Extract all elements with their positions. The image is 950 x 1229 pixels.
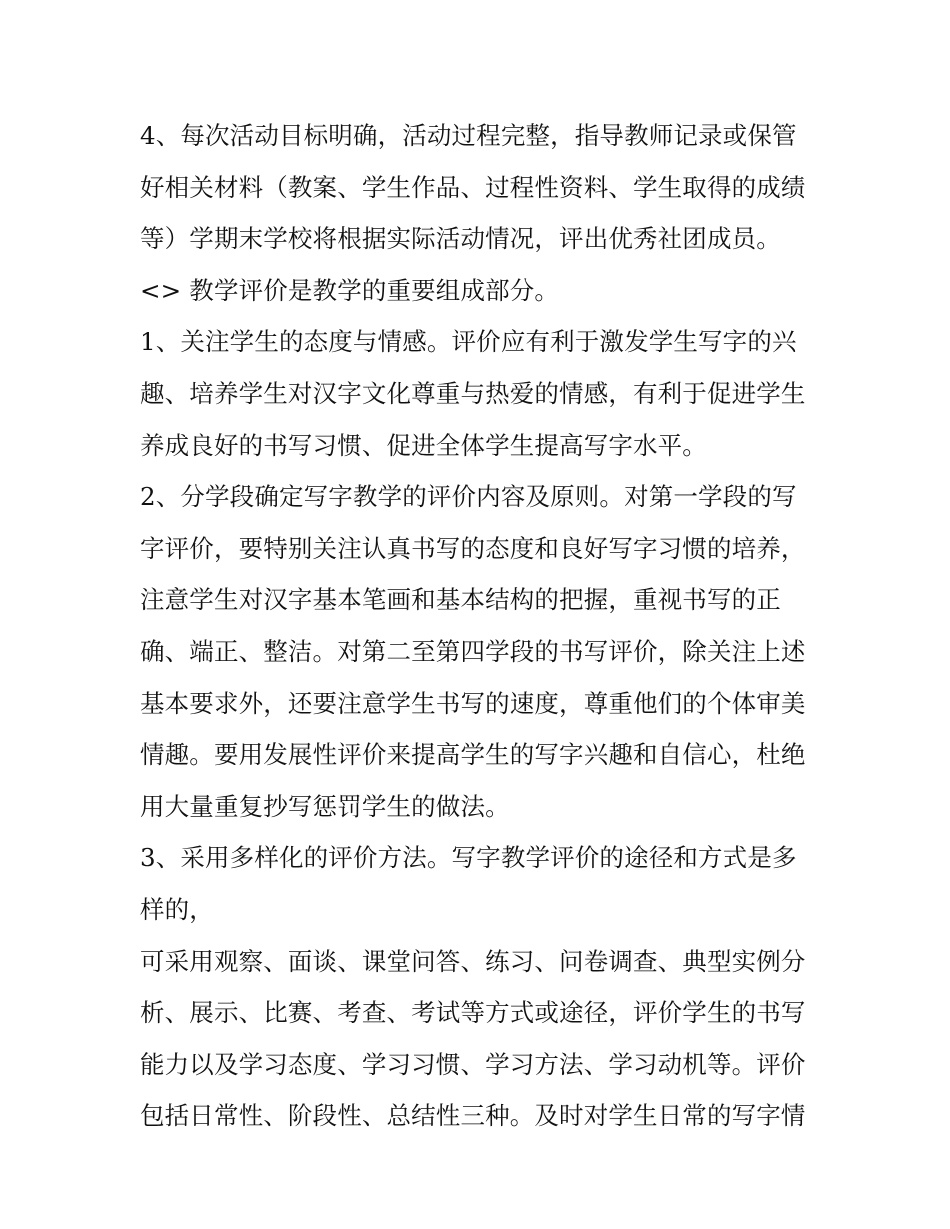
- text-line: 情趣。要用发展性评价来提高学生的写字兴趣和自信心，杜绝: [140, 740, 806, 770]
- text-line: 等）学期末学校将根据实际活动情况，评出优秀社团成员。: [140, 224, 781, 254]
- text-line: 2、分学段确定写字教学的评价内容及原则。对第一学段的写: [140, 482, 797, 512]
- text-line: 注意学生对汉字基本笔画和基本结构的把握，重视书写的正: [140, 585, 781, 615]
- document-text: [140, 110, 820, 1142]
- section-heading: <> 教学评价是教学的重要组成部分。: [140, 275, 560, 305]
- text-line: 用大量重复抄写惩罚学生的做法。: [140, 791, 510, 821]
- text-line: 样的，: [140, 894, 214, 924]
- text-line: 能力以及学习态度、学习习惯、学习方法、学习动机等。评价: [140, 1049, 806, 1079]
- text-line: 趣、培养学生对汉字文化尊重与热爱的情感，有利于促进学生: [140, 378, 806, 408]
- text-line: 可采用观察、面谈、课堂问答、练习、问卷调查、典型实例分: [140, 946, 806, 976]
- text-line: 字评价，要特别关注认真书写的态度和良好写字习惯的培养，: [140, 533, 806, 563]
- text-line: 包括日常性、阶段性、总结性三种。及时对学生日常的写字情: [140, 1101, 806, 1131]
- text-line: 析、展示、比赛、考查、考试等方式或途径，评价学生的书写: [140, 998, 806, 1028]
- text-line: 3、采用多样化的评价方法。写字教学评价的途径和方式是多: [140, 843, 797, 873]
- text-line: 养成良好的书写习惯、促进全体学生提高写字水平。: [140, 430, 707, 460]
- text-line: 好相关材料（教案、学生作品、过程性资料、学生取得的成绩: [140, 172, 806, 202]
- text-line: 确、端正、整洁。对第二至第四学段的书写评价，除关注上述: [140, 636, 806, 666]
- text-line: 4、每次活动目标明确，活动过程完整，指导教师记录或保管: [140, 121, 797, 150]
- text-line: 基本要求外，还要注意学生书写的速度，尊重他们的个体审美: [140, 688, 806, 718]
- text-line: 1、关注学生的态度与情感。评价应有利于激发学生写字的兴: [140, 327, 797, 357]
